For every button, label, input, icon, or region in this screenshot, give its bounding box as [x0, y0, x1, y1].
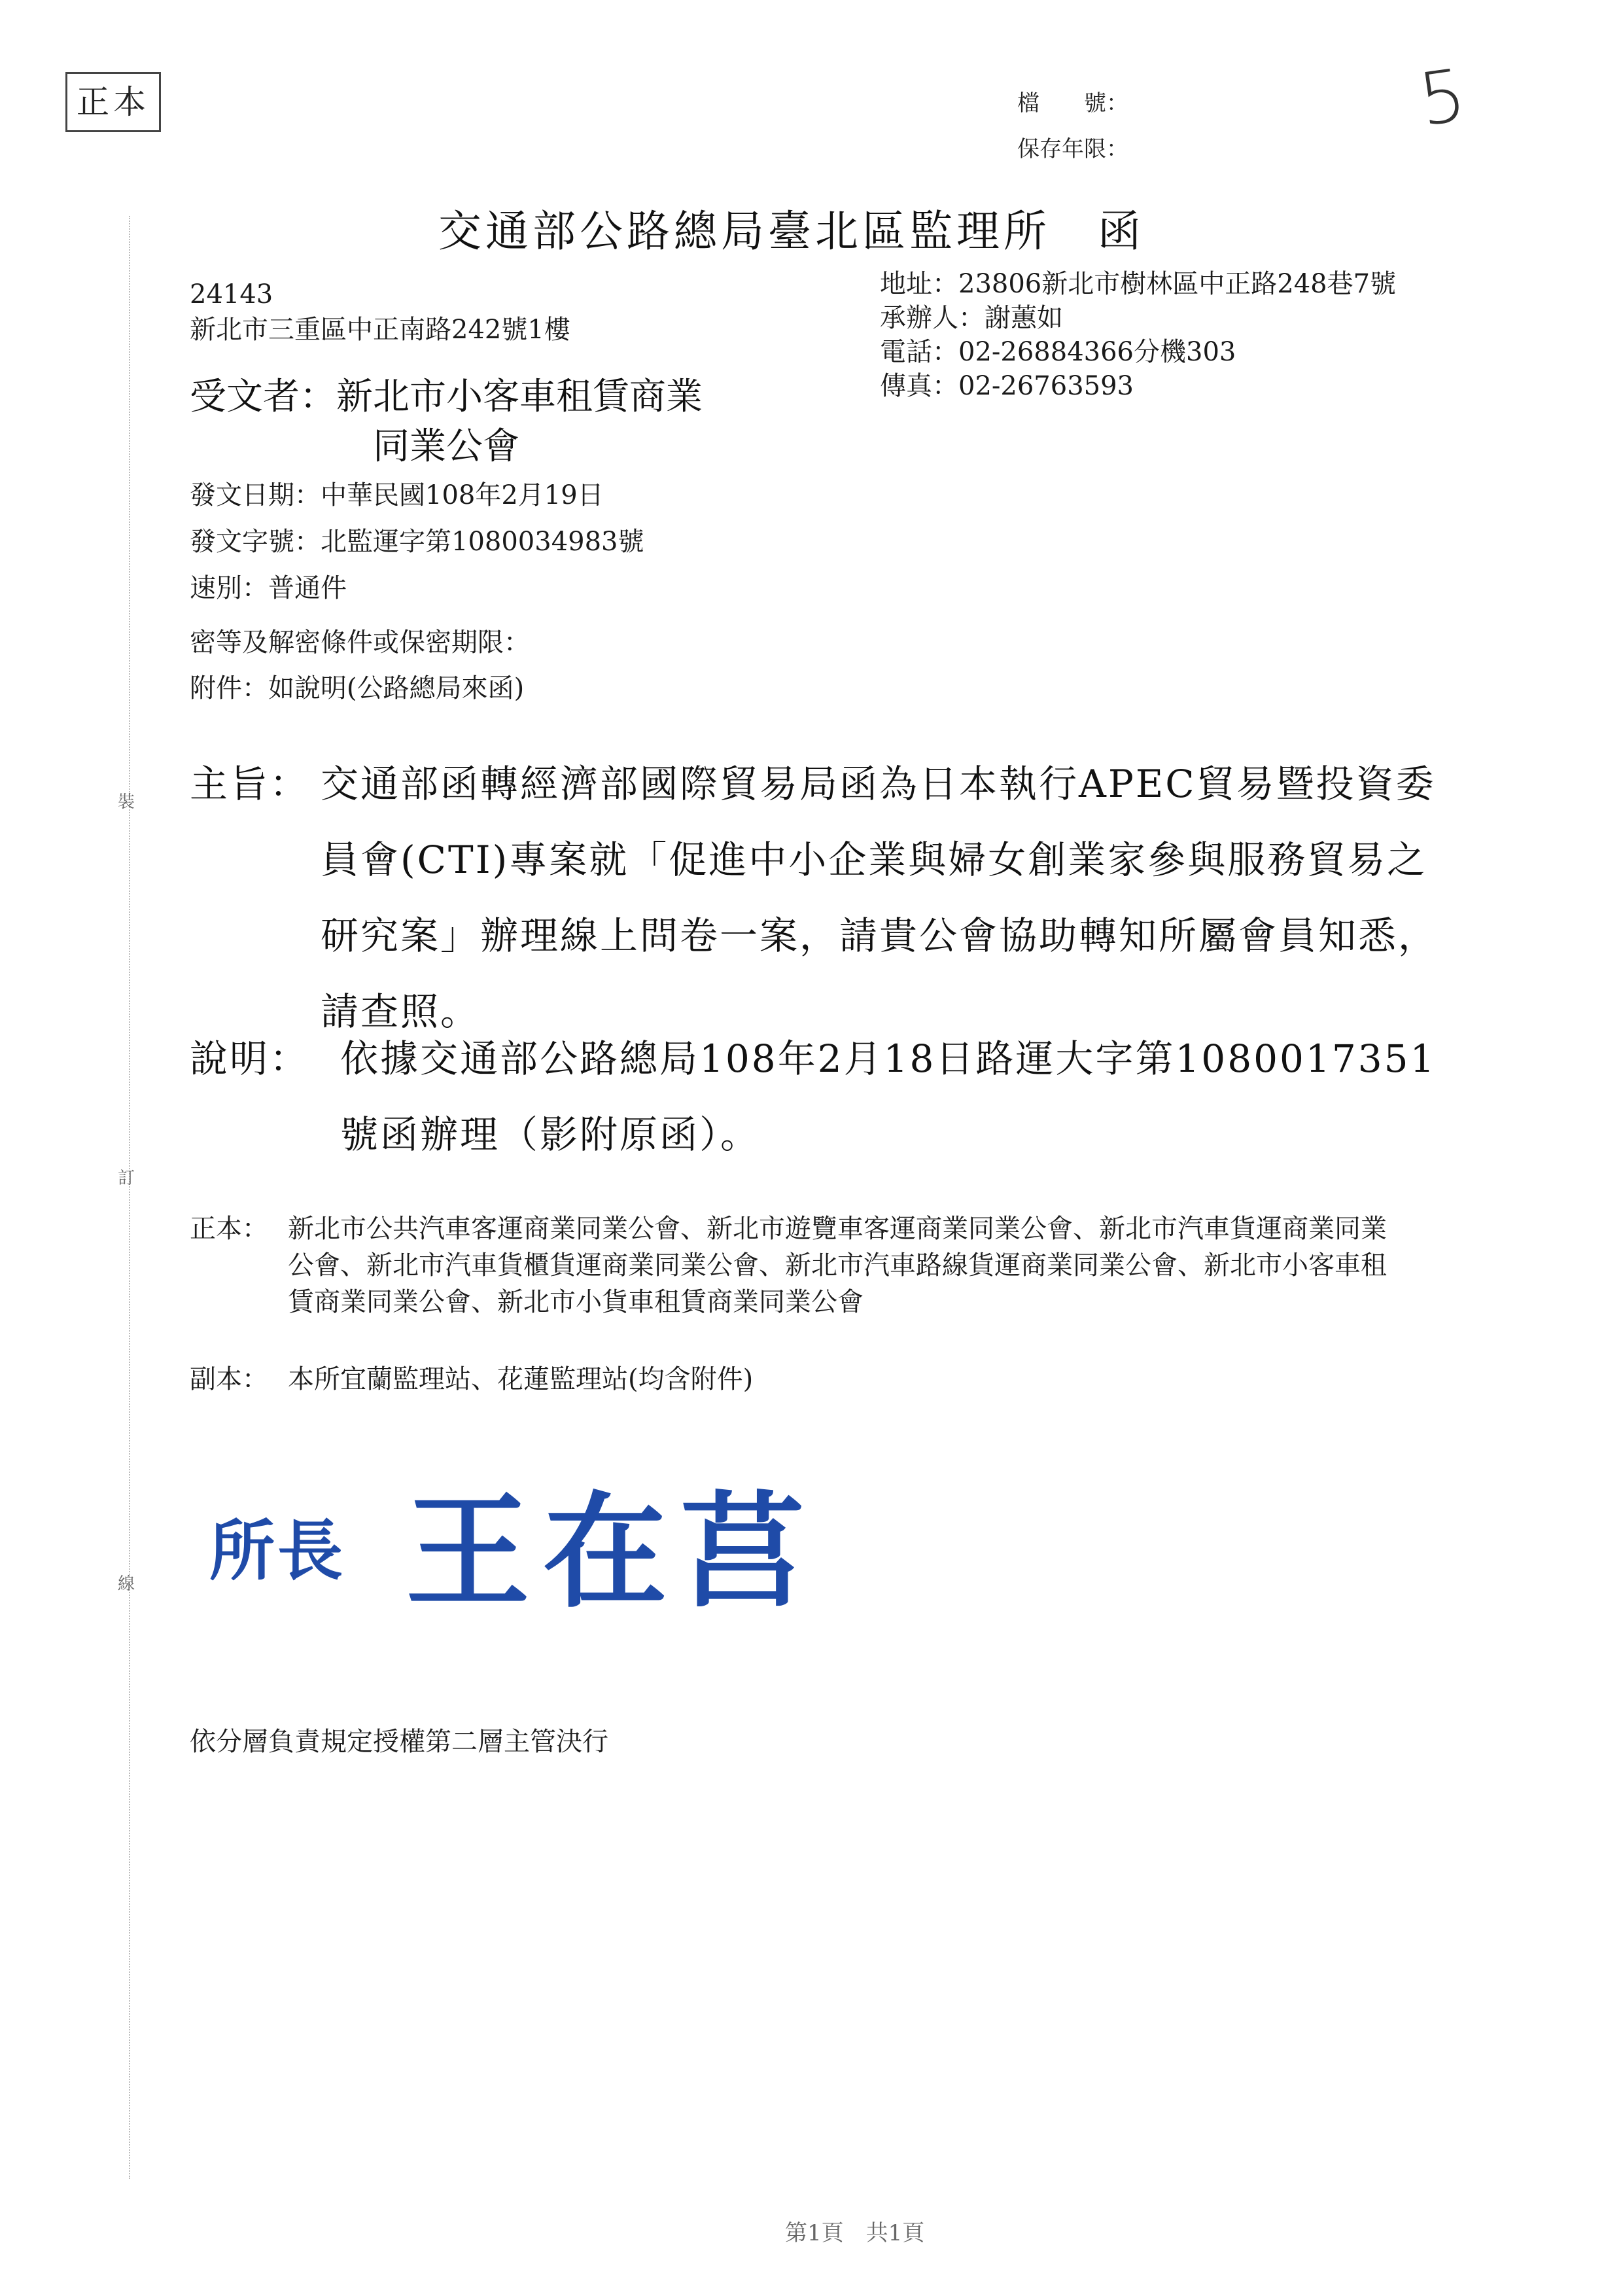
attachment: 附件：如說明(公路總局來函): [190, 673, 525, 703]
document-title: 交通部公路總局臺北區監理所 函: [438, 206, 1145, 256]
issue-number: 發文字號：北監運字第1080034983號: [190, 527, 644, 557]
sender-phone: 電話：02-26884366分機303: [880, 337, 1236, 367]
original-recipients-text: 新北市公共汽車客運商業同業公會、新北市遊覽車客運商業同業公會、新北市汽車貨運商業同業公會、新北市汽車貨櫃貨運商業同業公會、新北市汽車路線貨運商業同業公會、新北市小客車租賃商業同業公會、新北市小貨車租賃商業同業公會: [288, 1214, 1387, 1317]
explanation-label: 說明：: [190, 1036, 310, 1081]
duplicate-recipients-label: 副本：: [190, 1364, 268, 1394]
page-footer: 第1頁 共1頁: [785, 2220, 925, 2246]
sender-address: 地址：23806新北市樹林區中正路248巷7號: [880, 269, 1397, 299]
delegation-note: 依分層負責規定授權第二層主管決行: [190, 1727, 608, 1757]
handwritten-number: 5: [1414, 52, 1471, 143]
margin-mark-ding: 訂: [118, 1169, 135, 1188]
subject-label: 主旨：: [190, 762, 310, 806]
issue-date: 發文日期：中華民國108年2月19日: [190, 480, 604, 510]
recipient-street-address: 新北市三重區中正南路242號1樓: [190, 315, 570, 345]
subject-text: 交通部函轉經濟部國際貿易局函為日本執行APEC貿易暨投資委員會(CTI)專案就「促進中小企業與婦女創業家參與服務貿易之研究案」辦理線上問卷一案，請貴公會協助轉知所屬會員知悉，請查照。: [321, 762, 1439, 1034]
explanation-text: 依據交通部公路總局108年2月18日路運大字第1080017351號函辦理（影附原函）。: [340, 1036, 1437, 1157]
recipient-line-2: 同業公會: [373, 425, 519, 468]
sender-handler: 承辦人：謝蕙如: [880, 303, 1063, 333]
signature-title: 所長: [209, 1512, 345, 1589]
signature-name: 王在莒: [406, 1479, 818, 1625]
recipient-line-1: 受文者：新北市小客車租賃商業: [190, 376, 703, 418]
margin-mark-zhuang: 裝: [118, 792, 135, 812]
retention-period-label: 保存年限：: [1017, 136, 1128, 162]
secrecy-level: 密等及解密條件或保密期限：: [190, 627, 530, 658]
recipient-postcode: 24143: [190, 279, 273, 309]
margin-mark-xian: 線: [118, 1574, 135, 1594]
sender-fax: 傳真：02-26763593: [880, 371, 1134, 401]
binding-line: [129, 216, 130, 2179]
file-number-label: 檔 號：: [1017, 90, 1128, 116]
duplicate-recipients-text: 本所宜蘭監理站、花蓮監理站(均含附件): [288, 1364, 754, 1394]
director-signature: [209, 1453, 877, 1625]
original-recipients-label: 正本：: [190, 1214, 268, 1244]
delivery-speed: 速別：普通件: [190, 573, 347, 603]
original-copy-stamp: 正本: [65, 72, 161, 132]
